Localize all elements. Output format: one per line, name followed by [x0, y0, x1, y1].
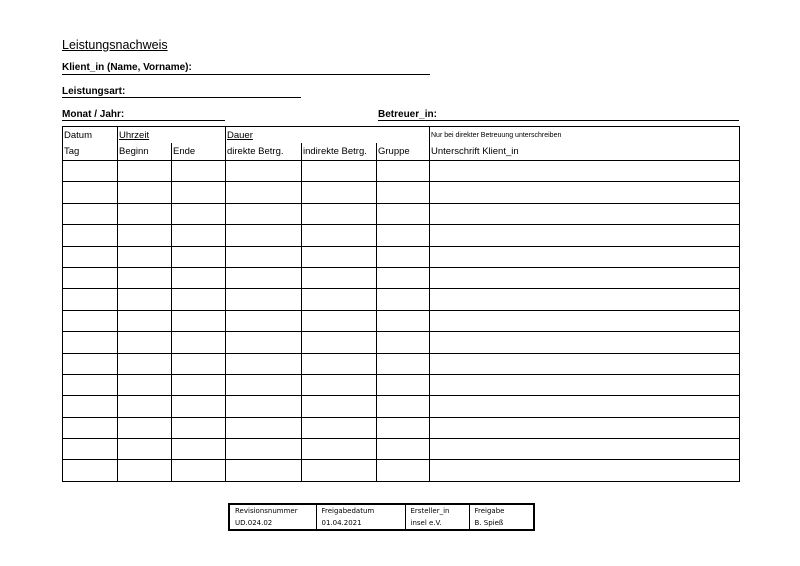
header-ende: Ende [172, 143, 226, 161]
cell-signature[interactable] [430, 396, 740, 417]
cell-signature[interactable] [430, 182, 740, 203]
cell-direct[interactable] [226, 439, 302, 460]
cell-start[interactable] [118, 374, 172, 395]
cell-end[interactable] [172, 203, 226, 224]
cell-day[interactable] [63, 225, 118, 246]
cell-start[interactable] [118, 161, 172, 182]
header-signature-note: Nur bei direkter Betreuung unterschreiben [430, 127, 740, 144]
cell-direct[interactable] [226, 161, 302, 182]
cell-end[interactable] [172, 289, 226, 310]
cell-signature[interactable] [430, 374, 740, 395]
cell-indirect[interactable] [302, 182, 377, 203]
cell-direct[interactable] [226, 353, 302, 374]
cell-direct[interactable] [226, 203, 302, 224]
cell-start[interactable] [118, 267, 172, 288]
release-date-label: Freigabedatum [316, 504, 405, 517]
cell-signature[interactable] [430, 289, 740, 310]
cell-signature[interactable] [430, 246, 740, 267]
header-beginn: Beginn [118, 143, 172, 161]
revision-value: UD.024.02 [229, 517, 316, 530]
cell-direct[interactable] [226, 246, 302, 267]
table-row [63, 417, 740, 438]
table-row [63, 310, 740, 331]
cell-day[interactable] [63, 161, 118, 182]
cell-direct[interactable] [226, 396, 302, 417]
cell-group[interactable] [377, 225, 430, 246]
author-value: insel e.V. [405, 517, 469, 530]
cell-end[interactable] [172, 225, 226, 246]
month-year-label: Monat / Jahr: [62, 109, 125, 120]
cell-group[interactable] [377, 161, 430, 182]
cell-start[interactable] [118, 460, 172, 481]
cell-end[interactable] [172, 353, 226, 374]
header-dauer [226, 127, 302, 144]
cell-group[interactable] [377, 374, 430, 395]
cell-day[interactable] [63, 203, 118, 224]
table-row [63, 396, 740, 417]
cell-start[interactable] [118, 182, 172, 203]
cell-end[interactable] [172, 267, 226, 288]
month-year-field-line[interactable] [62, 120, 225, 121]
cell-end[interactable] [172, 374, 226, 395]
service-log-table [62, 126, 740, 482]
cell-group[interactable] [377, 182, 430, 203]
cell-indirect[interactable] [302, 396, 377, 417]
cell-direct[interactable] [226, 225, 302, 246]
cell-day[interactable] [63, 374, 118, 395]
revision-labels-row [229, 504, 534, 517]
cell-indirect[interactable] [302, 310, 377, 331]
cell-group[interactable] [377, 267, 430, 288]
cell-day[interactable] [63, 182, 118, 203]
cell-end[interactable] [172, 161, 226, 182]
author-label: Ersteller_in [405, 504, 469, 517]
service-label: Leistungsart: [62, 86, 126, 97]
cell-group[interactable] [377, 332, 430, 353]
header-uhrzeit-span [172, 127, 226, 144]
cell-day[interactable] [63, 353, 118, 374]
cell-indirect[interactable] [302, 374, 377, 395]
header-datum: Datum [63, 127, 118, 144]
cell-start[interactable] [118, 289, 172, 310]
cell-signature[interactable] [430, 225, 740, 246]
cell-group[interactable] [377, 439, 430, 460]
cell-group[interactable] [377, 289, 430, 310]
cell-day[interactable] [63, 289, 118, 310]
cell-start[interactable] [118, 246, 172, 267]
cell-group[interactable] [377, 460, 430, 481]
caregiver-field-line[interactable] [378, 120, 739, 121]
cell-indirect[interactable] [302, 289, 377, 310]
table-header-row-2 [63, 143, 740, 161]
cell-start[interactable] [118, 332, 172, 353]
cell-day[interactable] [63, 310, 118, 331]
cell-start[interactable] [118, 310, 172, 331]
cell-direct[interactable] [226, 267, 302, 288]
cell-direct[interactable] [226, 289, 302, 310]
cell-group[interactable] [377, 396, 430, 417]
cell-indirect[interactable] [302, 161, 377, 182]
cell-direct[interactable] [226, 332, 302, 353]
service-field-line[interactable] [62, 97, 301, 98]
cell-indirect[interactable] [302, 439, 377, 460]
table-row [63, 332, 740, 353]
cell-direct[interactable] [226, 417, 302, 438]
cell-end[interactable] [172, 460, 226, 481]
cell-end[interactable] [172, 332, 226, 353]
cell-signature[interactable] [430, 161, 740, 182]
cell-signature[interactable] [430, 439, 740, 460]
release-date-value: 01.04.2021 [316, 517, 405, 530]
header-dauer-text: Dauer [227, 129, 253, 141]
revision-box [228, 503, 535, 531]
cell-start[interactable] [118, 353, 172, 374]
approval-value: B. Spieß [474, 519, 504, 527]
header-uhrzeit-text: Uhrzeit [119, 129, 150, 141]
cell-day[interactable] [63, 396, 118, 417]
table-row [63, 289, 740, 310]
cell-indirect[interactable] [302, 267, 377, 288]
cell-direct[interactable] [226, 182, 302, 203]
cell-group[interactable] [377, 203, 430, 224]
header-dauer-span-2 [377, 127, 430, 144]
cell-signature[interactable] [430, 460, 740, 481]
cell-signature[interactable] [430, 203, 740, 224]
table-row [63, 246, 740, 267]
cell-indirect[interactable] [302, 203, 377, 224]
cell-start[interactable] [118, 225, 172, 246]
approval-label: Freigabe [474, 507, 505, 515]
cell-signature[interactable] [430, 353, 740, 374]
cell-end[interactable] [172, 246, 226, 267]
cell-day[interactable] [63, 460, 118, 481]
cell-signature[interactable] [430, 310, 740, 331]
cell-indirect[interactable] [302, 417, 377, 438]
revision-label: Revisionsnummer [229, 504, 316, 517]
cell-start[interactable] [118, 439, 172, 460]
cell-group[interactable] [377, 310, 430, 331]
cell-day[interactable] [63, 267, 118, 288]
revision-values-row [229, 517, 534, 530]
cell-start[interactable] [118, 396, 172, 417]
cell-indirect[interactable] [302, 460, 377, 481]
header-dauer-span [302, 127, 377, 144]
client-field-line[interactable] [62, 74, 430, 75]
cell-end[interactable] [172, 182, 226, 203]
cell-indirect[interactable] [302, 225, 377, 246]
header-uhrzeit [118, 127, 172, 144]
table-row [63, 267, 740, 288]
cell-signature[interactable] [430, 332, 740, 353]
cell-direct[interactable] [226, 374, 302, 395]
cell-indirect[interactable] [302, 332, 377, 353]
cell-start[interactable] [118, 203, 172, 224]
cell-day[interactable] [63, 246, 118, 267]
document-title: Leistungsnachweis [62, 38, 168, 52]
cell-indirect[interactable] [302, 353, 377, 374]
cell-group[interactable] [377, 246, 430, 267]
table-row [63, 161, 740, 182]
cell-direct[interactable] [226, 460, 302, 481]
cell-group[interactable] [377, 417, 430, 438]
cell-day[interactable] [63, 439, 118, 460]
cell-start[interactable] [118, 417, 172, 438]
header-tag: Tag [63, 143, 118, 161]
header-gruppe: Gruppe [377, 143, 430, 161]
header-indirekte: indirekte Betrg. [302, 143, 377, 161]
table-row [63, 439, 740, 460]
cell-signature[interactable] [430, 267, 740, 288]
table-row [63, 182, 740, 203]
cell-indirect[interactable] [302, 246, 377, 267]
table-row [63, 460, 740, 481]
cell-day[interactable] [63, 332, 118, 353]
caregiver-label: Betreuer_in: [378, 109, 437, 120]
cell-group[interactable] [377, 353, 430, 374]
cell-direct[interactable] [226, 310, 302, 331]
table-row [63, 203, 740, 224]
table-row [63, 374, 740, 395]
header-unterschrift: Unterschrift Klient_in [430, 143, 740, 161]
header-direkte: direkte Betrg. [226, 143, 302, 161]
client-label: Klient_in (Name, Vorname): [62, 62, 192, 73]
cell-end[interactable] [172, 439, 226, 460]
table-row [63, 225, 740, 246]
cell-day[interactable] [63, 417, 118, 438]
cell-signature[interactable] [430, 417, 740, 438]
cell-end[interactable] [172, 396, 226, 417]
cell-end[interactable] [172, 417, 226, 438]
cell-end[interactable] [172, 310, 226, 331]
table-header-row-1 [63, 127, 740, 144]
table-row [63, 353, 740, 374]
